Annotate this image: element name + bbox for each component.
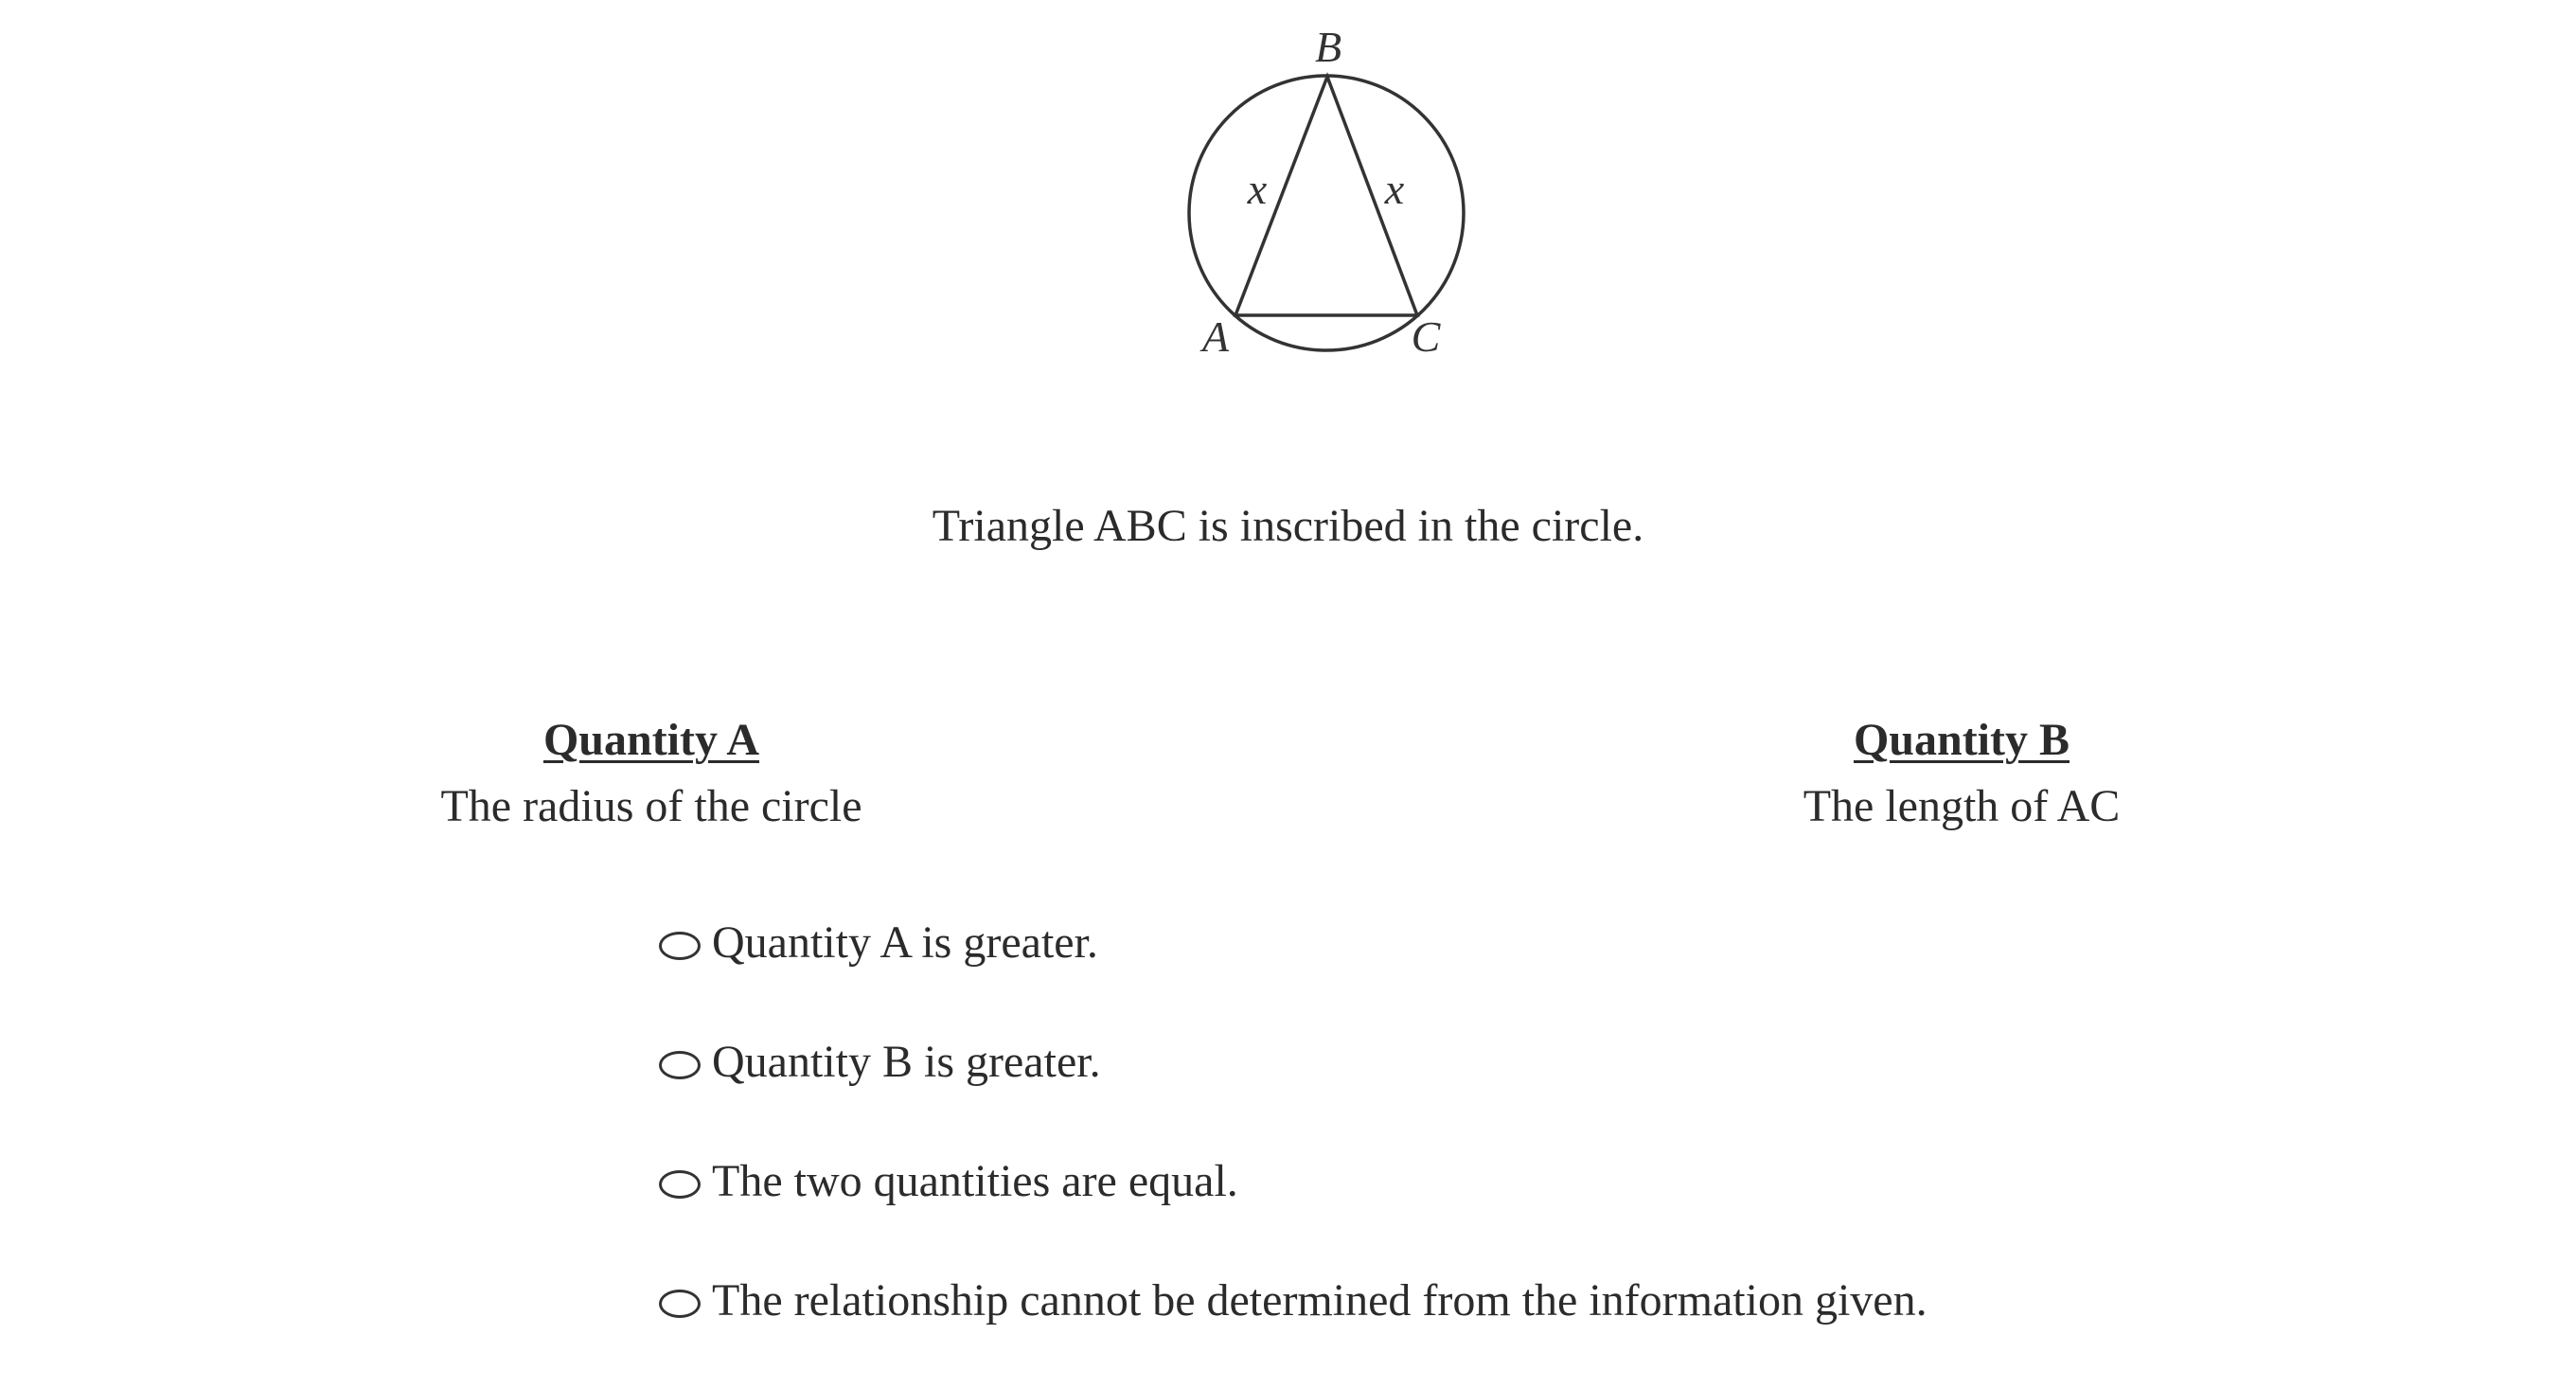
side-label-ab: x <box>1247 165 1268 213</box>
vertex-label-c: C <box>1411 312 1441 361</box>
radio-button[interactable] <box>659 932 701 960</box>
figure-svg <box>1155 14 1477 374</box>
option-label: The relationship cannot be determined from the information given. <box>712 1275 1928 1326</box>
quantity-b-column <box>1678 708 2246 839</box>
option-cannot-be-determined[interactable] <box>659 1269 1928 1333</box>
option-label: Quantity A is greater. <box>712 917 1098 968</box>
quantity-a-text: The radius of the circle <box>440 781 862 831</box>
option-quantities-equal[interactable] <box>659 1149 1928 1214</box>
quantity-a-heading: Quantity A <box>542 715 760 765</box>
radio-button[interactable] <box>659 1170 701 1199</box>
radio-button[interactable] <box>659 1290 701 1318</box>
option-label: Quantity B is greater. <box>712 1037 1101 1087</box>
quantity-a-column <box>367 708 935 839</box>
option-quantity-a-greater[interactable] <box>659 911 1928 975</box>
radio-button[interactable] <box>659 1051 701 1079</box>
triangle-circle-figure <box>1155 14 1477 374</box>
quantity-b-heading: Quantity B <box>1853 715 2070 765</box>
quantity-b-text: The length of AC <box>1803 781 2121 831</box>
figure-caption: Triangle ABC is inscribed in the circle. <box>932 501 1644 551</box>
option-quantity-b-greater[interactable] <box>659 1030 1928 1094</box>
answer-options <box>659 911 1928 1388</box>
option-label: The two quantities are equal. <box>712 1156 1238 1206</box>
circle <box>1189 76 1464 350</box>
vertex-label-a: A <box>1201 312 1230 361</box>
vertex-label-b: B <box>1314 23 1342 71</box>
side-label-bc: x <box>1384 165 1405 213</box>
